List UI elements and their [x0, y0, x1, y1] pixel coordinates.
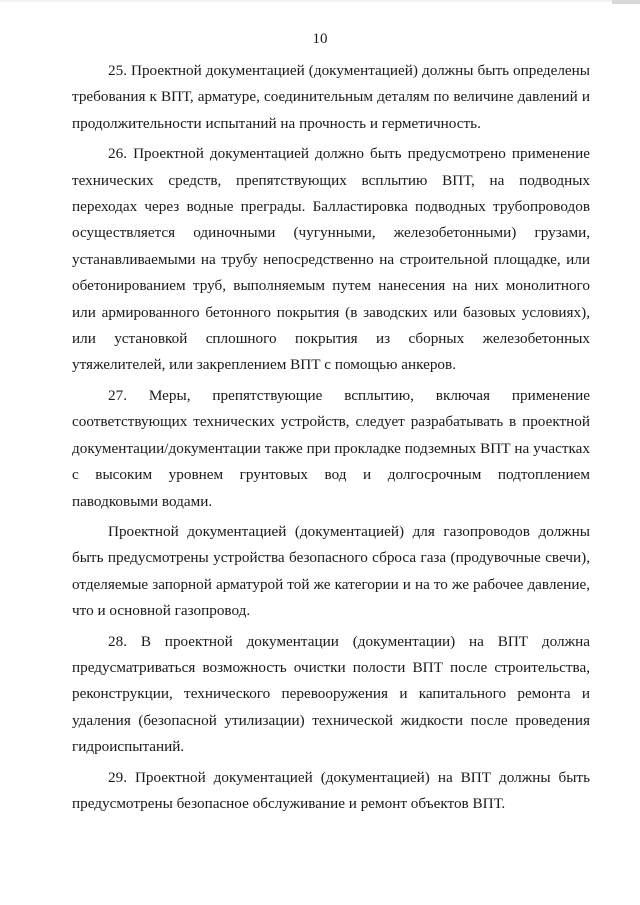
paragraph-27: 27. Меры, препятствующие всплытию, включая применение соответствующих технических устройств, следует разрабатывать в проектной документации/документации также при прокладке подземных ВПТ на участках с высоким уровнем грунтовых вод и долгосрочным подтоплением паводковыми водами. [72, 386, 590, 510]
paragraph-29: 29. Проектной документацией (документацией) на ВПТ должны быть предусмотрены безопасное обслуживание и ремонт объектов ВПТ. [72, 768, 590, 812]
page-corner-mark [612, 0, 640, 4]
paragraph-26: 26. Проектной документацией должно быть предусмотрено применение технических средств, препятствующих всплытию ВПТ, на подводных переходах через водные преграды. Балластировка подводных трубопроводов осуществляется одиночными (чугунными, железобетонными) грузами, устанавливаемыми на трубу непосредственно на строительной площадке, или обетонированием труб, выполняемым путем нанесения на них монолитного или армированного бетонного покрытия (в заводских или базовых условиях), или установкой сплошного покрытия из сборных железобетонных утяжелителей, или закреплением ВПТ с помощью анкеров. [72, 145, 590, 374]
paragraph-28: 28. В проектной документации (документации) на ВПТ должна предусматриваться возможность очистки полости ВПТ после строительства, реконструкции, технического перевооружения и капитального ремонта и удаления (безопасной утилизации) технической жидкости после проведения гидроиспытаний. [72, 632, 590, 756]
page-top-edge [0, 0, 640, 2]
document-body [72, 58, 590, 817]
paragraph-27-gas: Проектной документацией (документацией) для газопроводов должны быть предусмотрены устройства безопасного сброса газа (продувочные свечи), отделяемые запорной арматурой той же категории и на то же рабочее давление, что и основной газопровод. [72, 522, 590, 620]
paragraph-25: 25. Проектной документацией (документацией) должны быть определены требования к ВПТ, арматуре, соединительным деталям по величине давлений и продолжительности испытаний на прочность и герметичность. [72, 62, 590, 132]
page-number: 10 [312, 31, 328, 47]
